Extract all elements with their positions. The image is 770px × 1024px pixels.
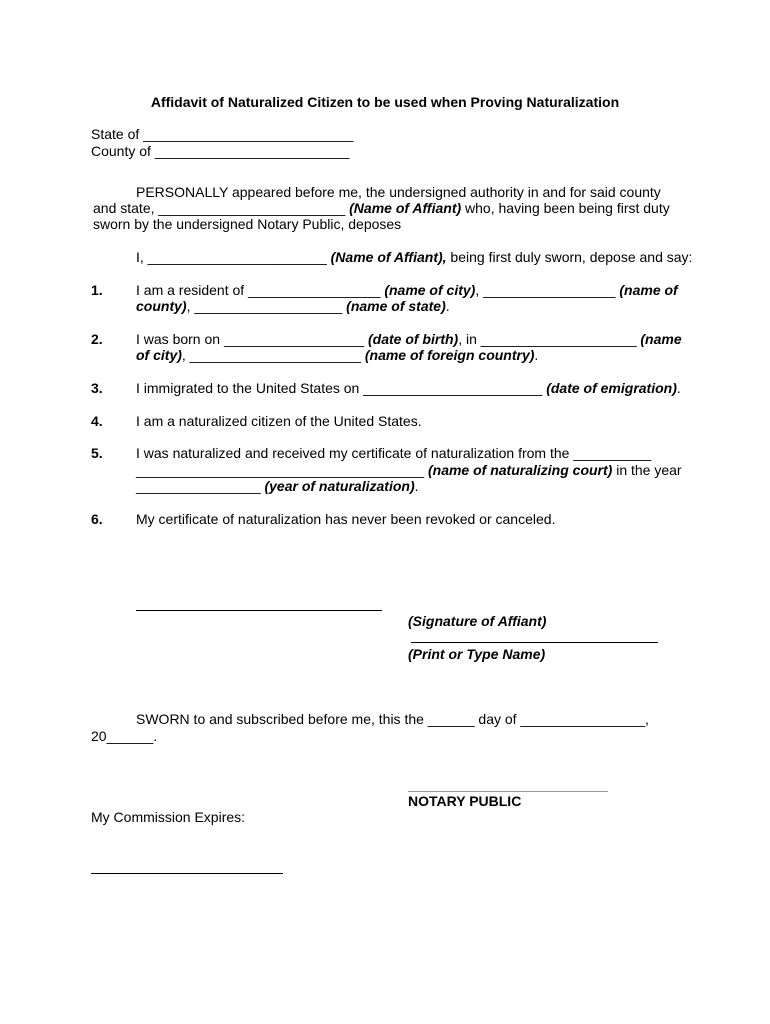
print-name-line[interactable] bbox=[411, 642, 658, 643]
intro-line-1: PERSONALLY appeared before me, the undersigned authority in and for said county bbox=[136, 184, 661, 200]
city-field[interactable]: I am a resident of _________________ bbox=[136, 282, 385, 298]
print-name-label: (Print or Type Name) bbox=[408, 646, 546, 662]
affiant-name-field[interactable]: and state, ________________________ bbox=[93, 200, 350, 216]
notary-signature-line[interactable] bbox=[408, 791, 608, 792]
county-name-field[interactable]: , _________________ bbox=[475, 282, 620, 298]
oath-line: I, _______________________ (Name of Affiant), being first duly sworn, depose and say: bbox=[136, 249, 693, 265]
signature-label: (Signature of Affiant) bbox=[408, 613, 547, 629]
commission-date-line[interactable] bbox=[91, 873, 283, 874]
oath-name-field[interactable]: I, _______________________ bbox=[136, 249, 331, 265]
intro-line-2: and state, ________________________ (Name of Affiant) who, having been being first duty bbox=[93, 200, 670, 216]
affiant-name-label: (Name of Affiant) bbox=[349, 200, 462, 216]
item-2-line-2: of city), ______________________ (name of foreign country). bbox=[136, 347, 539, 363]
birth-city-field[interactable]: , in ____________________ bbox=[458, 331, 641, 347]
notary-public-label: NOTARY PUBLIC bbox=[408, 793, 522, 809]
item-2-line-1: I was born on __________________ (date of birth), in ____________________ (name bbox=[136, 331, 682, 347]
item-1-number: 1. bbox=[91, 282, 103, 298]
item-4-line-1: I am a naturalized citizen of the United States. bbox=[136, 413, 422, 429]
item-1-line-2: county), ___________________ (name of state). bbox=[136, 298, 450, 314]
item-3-line-1: I immigrated to the United States on _______________________ (date of emigration). bbox=[136, 380, 681, 396]
item-6-number: 6. bbox=[91, 511, 103, 527]
sworn-line-1[interactable]: SWORN to and subscribed before me, this the ______ day of ________________, bbox=[136, 711, 649, 727]
sworn-line-2[interactable]: 20______. bbox=[91, 728, 158, 744]
state-name-field[interactable]: , ___________________ bbox=[186, 298, 347, 314]
signature-line[interactable] bbox=[136, 610, 382, 611]
item-4-number: 4. bbox=[91, 413, 103, 429]
court-field[interactable]: _____________________________________ bbox=[136, 462, 428, 478]
foreign-country-field[interactable]: , ______________________ bbox=[181, 347, 365, 363]
item-5-line-1[interactable]: I was naturalized and received my certificate of naturalization from the __________ bbox=[136, 445, 652, 461]
item-2-number: 2. bbox=[91, 331, 103, 347]
emigration-date-field[interactable]: I immigrated to the United States on _______________________ bbox=[136, 380, 547, 396]
commission-expires-label: My Commission Expires: bbox=[91, 809, 246, 825]
county-field[interactable]: County of _________________________ bbox=[91, 143, 350, 159]
naturalization-year-field[interactable]: ________________ bbox=[136, 478, 265, 494]
birth-date-field[interactable]: I was born on __________________ bbox=[136, 331, 368, 347]
intro-line-3: sworn by the undersigned Notary Public, deposes bbox=[93, 216, 402, 232]
item-3-number: 3. bbox=[91, 380, 103, 396]
item-5-number: 5. bbox=[91, 445, 103, 461]
item-5-line-3: ________________ (year of naturalization). bbox=[136, 478, 419, 494]
item-6-line-1: My certificate of naturalization has never been revoked or canceled. bbox=[136, 511, 556, 527]
state-field[interactable]: State of ___________________________ bbox=[91, 126, 354, 142]
item-1-line-1: I am a resident of _________________ (name of city), _________________ (name of bbox=[136, 282, 678, 298]
document-title: Affidavit of Naturalized Citizen to be used when Proving Naturalization bbox=[150, 94, 620, 110]
item-5-line-2: _____________________________________ (name of naturalizing court) in the year bbox=[136, 462, 682, 478]
